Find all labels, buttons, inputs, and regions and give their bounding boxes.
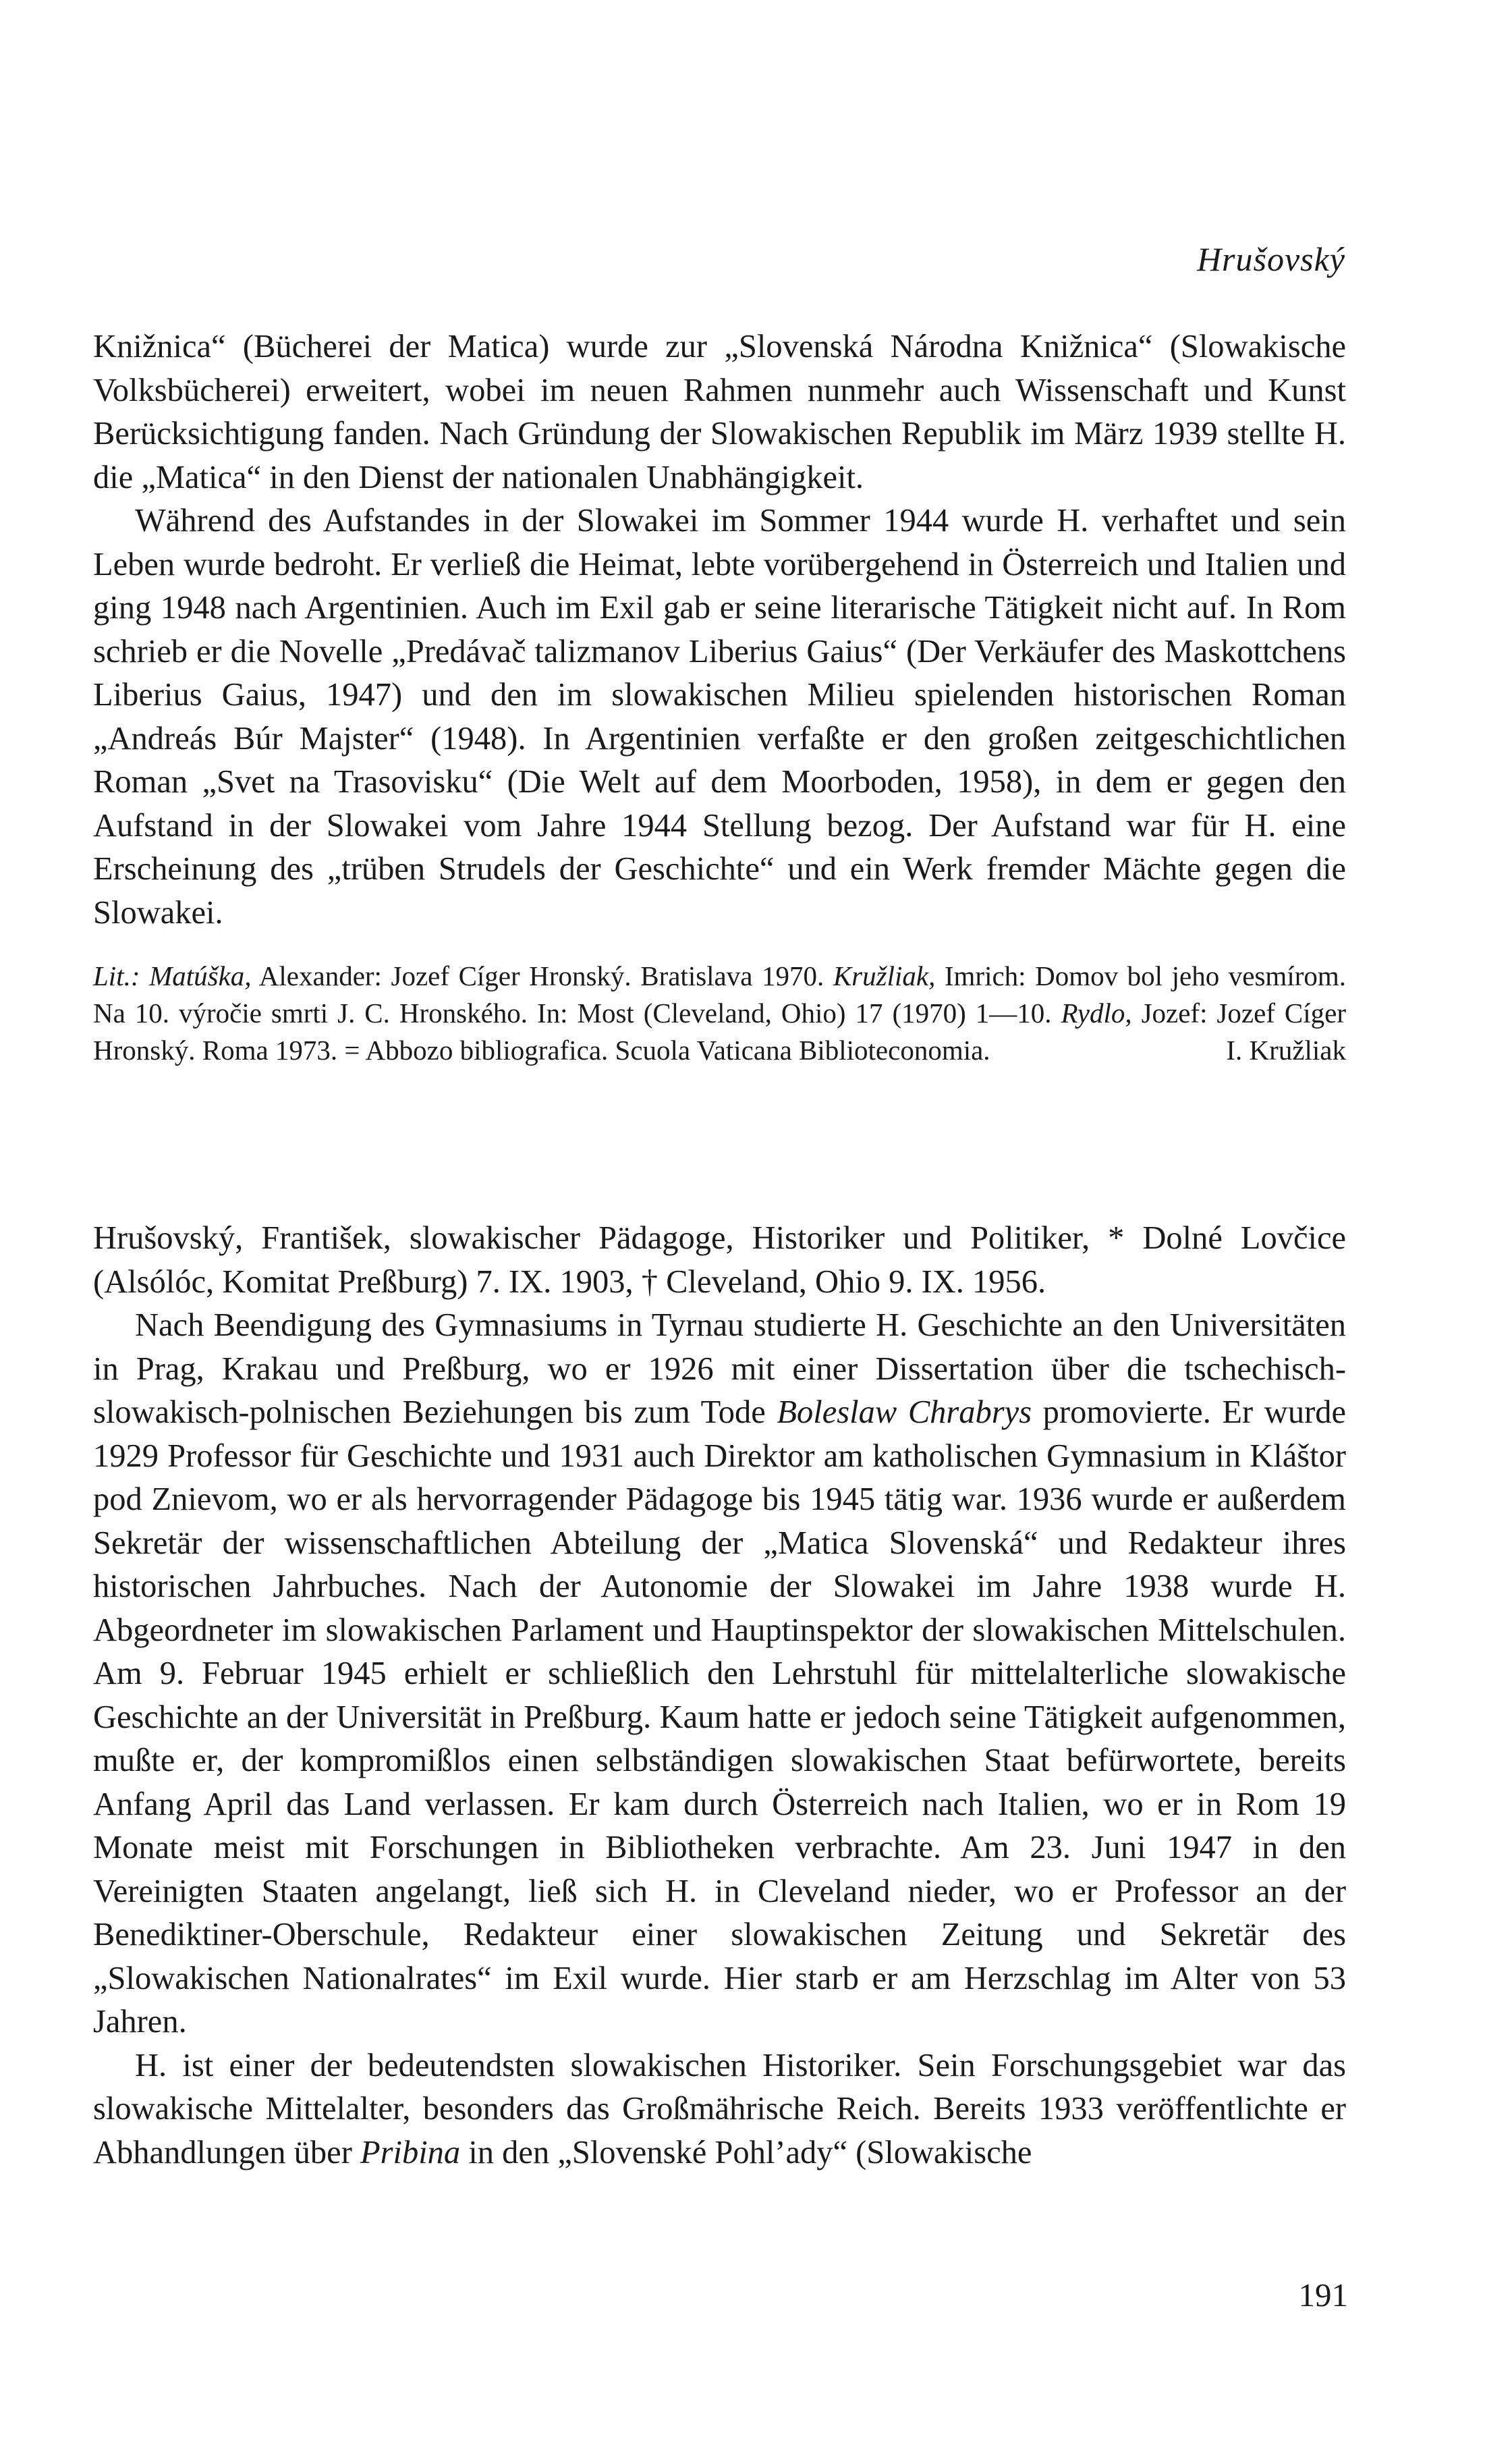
headword: Hrušovský, (93, 1220, 244, 1256)
paragraph (93, 2044, 1346, 2175)
lit-entry: Imrich: Domov bol jeho vesmírom. Na 10. výročie smrti J. C. Hronského. In: Most (Cleveland, Ohio) 17 (1970) 1—10. (93, 960, 1346, 1029)
paragraph-text: in den „Slovenské Pohl’ady“ (Slowakische (460, 2134, 1032, 2170)
lit-author: Kružliak, (833, 960, 936, 991)
lit-entry: Jozef: Jozef Cíger Hronský. Roma 1973. = Abbozo bibliografica. Scuola Vaticana Biblioteconomia. (93, 997, 1346, 1066)
paragraph (93, 1304, 1346, 2044)
lit-entry: Alexander: Jozef Cíger Hronský. Bratislava 1970. (251, 960, 833, 991)
paragraph: Während des Aufstandes in der Slowakei im Sommer 1944 wurde H. verhaftet und sein Leben wurde bedroht. Er verließ die Heimat, lebte vorübergehend in Österreich und Italien und ging 1948 nach Argentinien. Auch im Exil gab er seine literarische Tätigkeit nicht auf. In Rom schrieb er die Novelle „Predávač talizmanov Liberius Gaius“ (Der Verkäufer des Maskottchens Liberius Gaius, 1947) und den im slowakischen Milieu spielenden historischen Roman „Andreás Búr Majster“ (1948). In Argentinien verfaßte er den großen zeitgeschichtlichen Roman „Svet na Trasovisku“ (Die Welt auf dem Moorboden, 1958), in dem er gegen den Aufstand in der Slowakei vom Jahre 1944 Stellung bezog. Der Aufstand war für H. eine Erscheinung des „trüben Strudels der Geschichte“ und ein Werk fremder Mächte gegen die Slowakei. (93, 503, 1346, 931)
paragraph-text: H. ist einer der bedeutendsten slowakischen Historiker. Sein Forschungsgebiet war das slowakische Mittelalter, besonders das Großmährische Reich. Bereits 1933 veröffentlichte er Abhandlungen über (93, 2047, 1346, 2170)
italic-name: Boleslaw Chrabrys (777, 1394, 1032, 1430)
lit-author: Rydlo, (1061, 997, 1132, 1029)
entry-heading-text: František, slowakischer Pädagoge, Historiker und Politiker, * Dolné Lovčice (Alsólóc, Komitat Preßburg) 7. IX. 1903, † Cleveland, Ohio 9. IX. 1956. (93, 1220, 1346, 1300)
literature-section (93, 958, 1346, 1069)
entry-heading (93, 1217, 1346, 1304)
italic-name: Pribina (360, 2134, 461, 2170)
lit-author: Matúška, (149, 960, 252, 991)
paragraph: Knižnica“ (Bücherei der Matica) wurde zur „Slovenská Národna Knižnica“ (Slowakische Volksbücherei) erweitert, wobei im neuen Rahmen nunmehr auch Wissenschaft und Kunst Berücksichtigung fanden. Nach Gründung der Slowakischen Republik im März 1939 stellte H. die „Matica“ in den Dienst der nationalen Unabhängigkeit. (93, 329, 1346, 495)
paragraph-text: promovierte. Er wurde 1929 Professor für Geschichte und 1931 auch Direktor am katholischen Gymnasium in Kláštor pod Znievom, wo er als hervorragender Pädagoge bis 1945 tätig war. 1936 wurde er außerdem Sekretär der wissenschaftlichen Abteilung der „Matica Slovenská“ und Redakteur ihres historischen Jahrbuches. Nach der Autonomie der Slowakei im Jahre 1938 wurde H. Abgeordneter im slowakischen Parlament und Hauptinspektor der slowakischen Mittelschulen. Am 9. Februar 1945 erhielt er schließlich den Lehrstuhl für mittelalterliche slowakische Geschichte an der Universität in Preßburg. Kaum hatte er jedoch seine Tätigkeit aufgenommen, mußte er, der kompromißlos einen selbständigen slowakischen Staat befürwortete, bereits Anfang April das Land verlassen. Er kam durch Österreich nach Italien, wo er in Rom 19 Monate meist mit Forschungen in Bibliotheken verbrachte. Am 23. Juni 1947 in den Vereinigten Staaten angelangt, ließ sich H. in Cleveland nieder, wo er Professor an der Benediktiner-Oberschule, Redakteur einer slowakischen Zeitung und Sekretär des „Slowakischen Nationalrates“ im Exil wurde. Hier starb er am Herzschlag im Alter von 53 Jahren. (93, 1394, 1346, 2040)
page-number: 191 (1298, 2276, 1348, 2314)
paragraph-text: Nach Beendigung des Gymnasiums in Tyrnau studierte H. Geschichte an den Universitäten in Prag, Krakau und Preßburg, wo er 1926 mit einer Dissertation über die tschechisch-slowakisch-polnischen Beziehungen bis zum Tode (93, 1307, 1346, 1430)
article-entry (93, 1217, 1346, 2175)
article-continuation (93, 325, 1346, 1069)
running-head: Hrušovský (1196, 240, 1345, 278)
literature-label: Lit.: (93, 960, 140, 991)
article-signature: I. Kružliak (1226, 1035, 1346, 1066)
